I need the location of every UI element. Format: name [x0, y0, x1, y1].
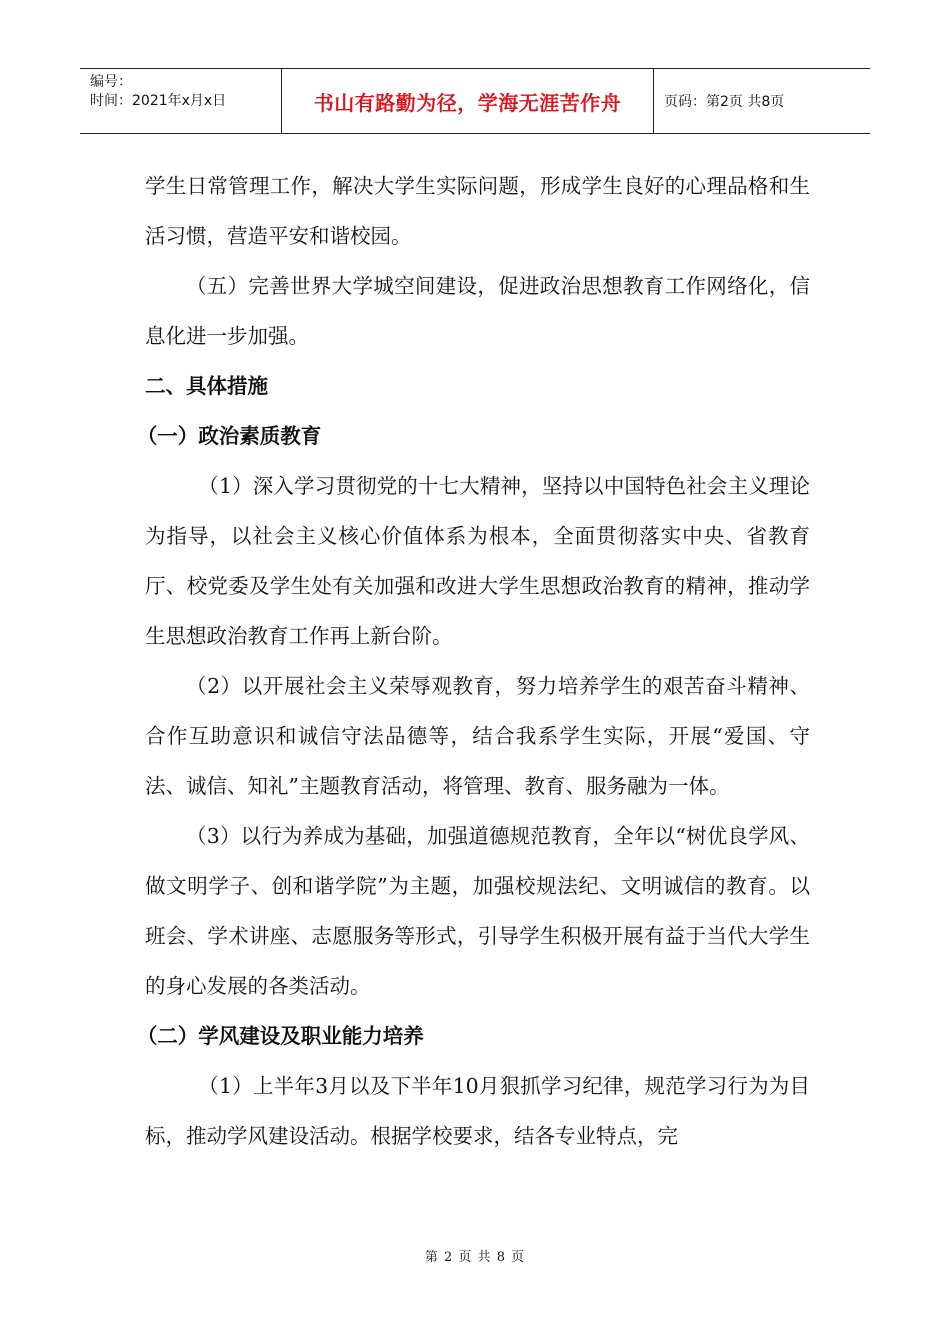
header-meta — [80, 69, 282, 133]
paragraph: 学生日常管理工作，解决大学生实际问题，形成学生良好的心理品格和生活习惯，营造平安和谐校园。 — [145, 174, 810, 248]
page-footer: 第 2 页 共 8 页 — [424, 1250, 526, 1265]
header-motto: 书山有路勤为径，学海无涯苦作舟 — [282, 69, 654, 133]
document-time-label: 时间：2021年x月x日 — [90, 93, 227, 109]
header-page-info: 页码：第2页 共8页 — [664, 94, 785, 110]
paragraph: （1）深入学习贯彻党的十七大精神，坚持以中国特色社会主义理论为指导，以社会主义核心价值体系为根本，全面贯彻落实中央、省教育厅、校党委及学生处有关加强和改进大学生思想政治教育的精神，推动学生思想政治教育工作再上新台阶。 — [145, 474, 810, 648]
paragraph: （1）上半年3月以及下半年10月狠抓学习纪律，规范学习行为为目标，推动学风建设活动。根据学校要求，结各专业特点，完 — [145, 1074, 810, 1148]
subsection-heading: （一）政治素质教育 — [136, 424, 322, 448]
paragraph: （2）以开展社会主义荣辱观教育，努力培养学生的艰苦奋斗精神、合作互助意识和诚信守法品德等，结合我系学生实际，开展“爱国、守法、诚信、知礼”主题教育活动，将管理、教育、服务融为一体。 — [145, 674, 810, 798]
section-heading: 二、具体措施 — [145, 374, 268, 398]
paragraph: （五）完善世界大学城空间建设，促进政治思想教育工作网络化，信息化进一步加强。 — [145, 274, 810, 348]
document-body — [136, 161, 810, 1161]
document-number-label: 编号： — [90, 74, 132, 90]
paragraph: （3）以行为养成为基础，加强道德规范教育，全年以“树优良学风、做文明学子、创和谐学院”为主题，加强校规法纪、文明诚信的教育。以班会、学术讲座、志愿服务等形式，引导学生积极开展有益于当代大学生的身心发展的各类活动。 — [145, 824, 810, 998]
page-header — [80, 68, 870, 134]
subsection-heading: （二）学风建设及职业能力培养 — [136, 1024, 424, 1048]
